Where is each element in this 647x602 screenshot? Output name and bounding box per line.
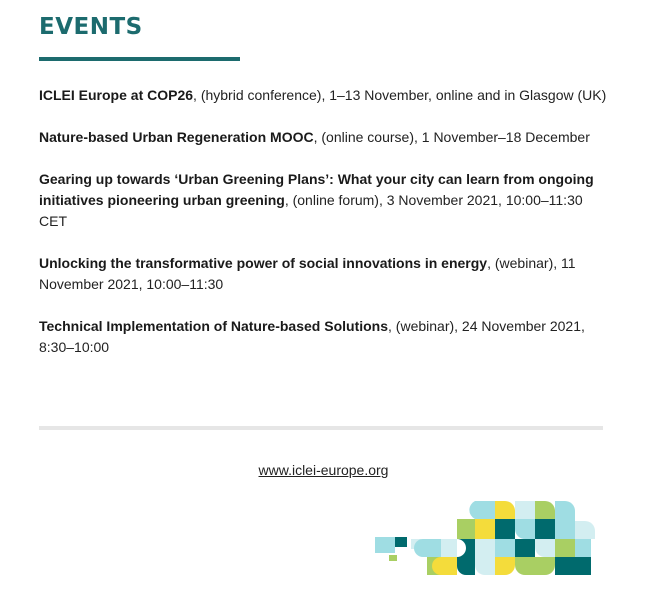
- logo-tile: [375, 537, 395, 553]
- event-details: , (webinar), 24 November 2021, 8:30–10:00: [39, 318, 585, 355]
- event-details: , (hybrid conference), 1–13 November, online and in Glasgow (UK): [193, 87, 607, 103]
- event-item: [39, 253, 609, 295]
- logo-tile: [475, 557, 495, 575]
- heading-underline: [39, 57, 240, 61]
- footer-link-row: [0, 460, 647, 480]
- logo-tile: [495, 519, 515, 539]
- logo-tile: [457, 539, 475, 557]
- logo-tile: [515, 539, 535, 557]
- logo-tile: [475, 539, 495, 557]
- event-details: , (webinar), 11 November 2021, 10:00–11:30: [39, 255, 576, 292]
- section-heading: EVENTS: [39, 14, 143, 40]
- logo-tile: [495, 539, 515, 557]
- event-title-link[interactable]: Nature-based Urban Regeneration MOOC: [39, 129, 314, 145]
- logo-tile: [469, 501, 495, 519]
- iclei-pattern-logo: [375, 497, 601, 577]
- logo-tile: [457, 557, 475, 575]
- logo-tile: [432, 557, 457, 575]
- event-item: [39, 316, 609, 358]
- logo-tile: [535, 519, 555, 539]
- event-item: [39, 127, 609, 148]
- website-link[interactable]: www.iclei-europe.org: [258, 462, 389, 478]
- logo-tile: [575, 521, 595, 539]
- logo-tile: [414, 539, 441, 557]
- logo-tile: [575, 557, 591, 575]
- logo-tile: [495, 557, 515, 575]
- logo-tile: [555, 539, 575, 557]
- event-title-link[interactable]: ICLEI Europe at COP26: [39, 87, 194, 103]
- logo-tile: [457, 519, 475, 539]
- event-title-link[interactable]: Gearing up towards ‘Urban Greening Plans’: What your city can learn from ongoing initiatives pioneering urban greening: [39, 171, 594, 208]
- event-details: , (online forum), 3 November 2021, 10:00–11:30 CET: [39, 192, 583, 229]
- logo-tile: [555, 557, 575, 575]
- logo-tile: [575, 539, 591, 557]
- logo-tile: [555, 519, 575, 539]
- logo-tile: [535, 539, 555, 557]
- logo-tile: [389, 555, 397, 561]
- event-item: [39, 85, 609, 106]
- event-title-link[interactable]: Unlocking the transformative power of social innovations in energy: [39, 255, 488, 271]
- event-details: , (online course), 1 November–18 December: [313, 129, 590, 145]
- logo-tile: [535, 557, 555, 575]
- section-divider: [39, 426, 603, 430]
- logo-tile: [475, 519, 495, 539]
- event-item: [39, 169, 609, 232]
- logo-tile: [395, 537, 407, 547]
- logo-tile: [555, 501, 575, 519]
- logo-tile: [515, 501, 535, 519]
- logo-tile: [515, 519, 535, 539]
- logo-tile: [441, 539, 457, 557]
- events-list: [39, 85, 609, 379]
- event-title-link[interactable]: Technical Implementation of Nature-based Solutions: [39, 318, 389, 334]
- logo-tile: [515, 557, 535, 575]
- logo-tile: [495, 501, 515, 519]
- logo-tile: [535, 501, 555, 519]
